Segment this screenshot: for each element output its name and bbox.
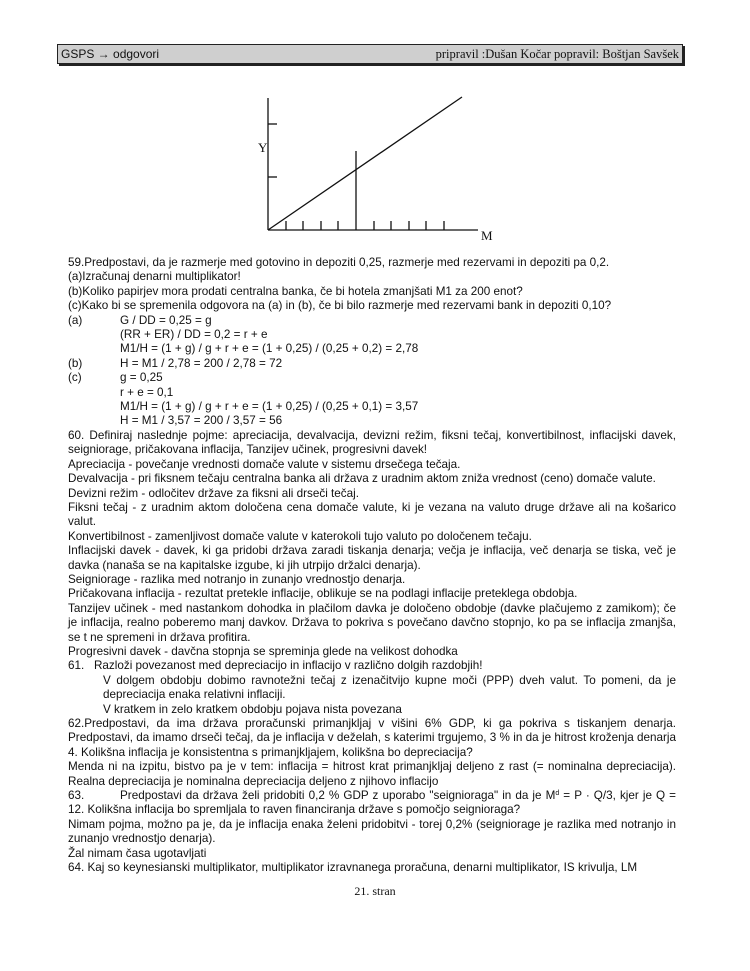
q59-answer-row: M1/H = (1 + g) / g + r + e = (1 + 0,25) / (0,25 + 0,2) = 2,78 bbox=[120, 342, 419, 356]
q60-definition: Devalvacija - pri fiksnem tečaju centralna banka ali država z uradnim aktom zniža vrednost (ceno) domače valute. bbox=[68, 472, 656, 486]
q60-definition: Progresivni davek - davčna stopnja se spreminja glede na velikost dohodka bbox=[68, 644, 458, 658]
q59-answer-row: M1/H = (1 + g) / g + r + e = (1 + 0,25) / (0,25 + 0,1) = 3,57 bbox=[120, 400, 419, 414]
page-number: 21. stran bbox=[354, 884, 396, 898]
money-output-diagram bbox=[0, 0, 750, 260]
q61-answer: V dolgem obdobju dobimo ravnotežni tečaj z izenačitvijo kupne moči (PPP) dveh valut. To pomeni, da je depreciacija enaka relativni inflaciji. bbox=[103, 673, 676, 702]
q59-part-a: (a)Izračunaj denarni multiplikator! bbox=[68, 270, 241, 284]
q60-definition: Tanzijev učinek - med nastankom dohodka in plačilom davka je določeno obdobje (davke plačujemo z zamikom); če je inflacija, realno poberemo manj davkov. Država to pokriva s povečano davčno stopnjo, ko pa se inflacija zmanjša, se t ne spremeni in država profitira. bbox=[68, 601, 676, 644]
q61-title: 61. Razloži povezanost med depreciacijo in inflacijo v različno dolgih razdobjih! bbox=[68, 659, 483, 673]
q60-definition: Devizni režim - odločitev države za fiksni ali drseči tečaj. bbox=[68, 486, 359, 500]
q60-definition: Seigniorage - razlika med notranjo in zunanjo vrednostjo denarja. bbox=[68, 572, 406, 586]
q60-title: 60. Definiraj naslednje pojme: apreciacija, devalvacija, devizni režim, fiksni tečaj, konvertibilnost, inflacijski davek, seigniorage, pričakovana inflacija, Tanzijev učinek, progresivni davek! bbox=[68, 428, 676, 457]
q63-title: 63. Predpostavi da država želi pridobiti 0,2 % GDP z uporabo "seignioraga" in da je $M^d = P \cdot Q/3$, kjer je Q = 12. Kolikšna inflacija bo spremljala to raven financiranja države s pomočjo seignioraga? bbox=[68, 789, 676, 817]
q59-answer-row: (RR + ER) / DD = 0,2 = r + e bbox=[120, 328, 268, 342]
q59-part-c: (c)Kako bi se spremenila odgovora na (a) in (b), če bi bilo razmerje med rezervami bank in depoziti 0,10? bbox=[68, 299, 612, 313]
q63-note: Žal nimam časa ugotavljati bbox=[68, 846, 207, 860]
x-axis-label: M bbox=[481, 228, 493, 243]
q60-definition: Pričakovana inflacija - rezultat pretekle inflacije, oblikuje se na podlagi inflacije preteklega obdobja. bbox=[68, 587, 578, 601]
q60-definition: Fiksni tečaj - z uradnim aktom določena cena domače valute, ki je vezana na valuto druge države ali na košarico valut. bbox=[68, 500, 676, 529]
y-axis-label: Y bbox=[258, 140, 268, 155]
q61-answer: V kratkem in zelo kratkem obdobju pojava nista povezana bbox=[103, 702, 402, 716]
diagonal-line bbox=[268, 97, 462, 230]
q60-definition: Apreciacija - povečanje vrednosti domače valute v sistemu drsečega tečaja. bbox=[68, 457, 461, 471]
q59-part-b: (b)Koliko papirjev mora prodati centralna banka, če bi hotela zmanjšati M1 za 200 enot? bbox=[68, 284, 523, 298]
q59-answer-row: (c) g = 0,25 bbox=[68, 371, 163, 385]
q59-answer-row: (b) H = M1 / 2,78 = 200 / 2,78 = 72 bbox=[68, 356, 283, 370]
q60-definition: Konvertibilnost - zamenljivost domače valute v katerokoli tujo valuto po določenem tečaju. bbox=[68, 529, 532, 543]
q62-title: 62.Predpostavi, da ima država proračunski primanjkljaj v višini 6% GDP, ki ga pokriva s tiskanjem denarja. Predpostavi, da imamo drseči tečaj, da je inflacija v deželah, s katerimi trgujemo, 3 % in da je hitrost kroženja denarja 4. Kolikšna inflacija je konsistentna s primanjkljajem, kolikšna bo depreciacija? bbox=[68, 717, 676, 759]
q63-answer: Nimam pojma, možno pa je, da je inflacija enaka želeni pridobitvi - torej 0,2% (seigniorage je razlika med notranjo in zunanjo vrednostjo denarja). bbox=[68, 817, 676, 846]
q59-answer-row: r + e = 0,1 bbox=[120, 385, 174, 399]
q59-answer-row: H = M1 / 3,57 = 200 / 3,57 = 56 bbox=[120, 414, 283, 428]
q59-answer-row: (a) G / DD = 0,25 = g bbox=[68, 313, 212, 327]
page-body bbox=[68, 256, 676, 875]
q59-title: 59.Predpostavi, da je razmerje med gotovino in depoziti 0,25, razmerje med rezervami in depoziti pa 0,2. bbox=[68, 256, 610, 269]
q64-title: 64. Kaj so keynesianski multiplikator, multiplikator izravnanega proračuna, denarni multiplikator, IS krivulja, LM bbox=[68, 861, 638, 875]
header-authors: pripravil :Dušan Kočar popravil: Boštjan Savšek bbox=[435, 47, 679, 61]
header-title: GSPS → odgovori bbox=[61, 47, 160, 61]
q62-answer: Menda ni na izpitu, bistvo pa je v tem: inflacija = hitrost krat primanjkljaj deljeno z rast (= nominalna depreciacija). Realna depreciacija je nominalna depreciacija deljeno z njihovo inflacijo bbox=[68, 760, 676, 788]
q60-definition: Inflacijski davek - davek, ki ga pridobi država zaradi tiskanja denarja; večja je inflacija, več denarja se tiska, več je davka (nanaša se na kapitalske izgube, ki jih utrpijo držalci denarja). bbox=[68, 544, 676, 572]
